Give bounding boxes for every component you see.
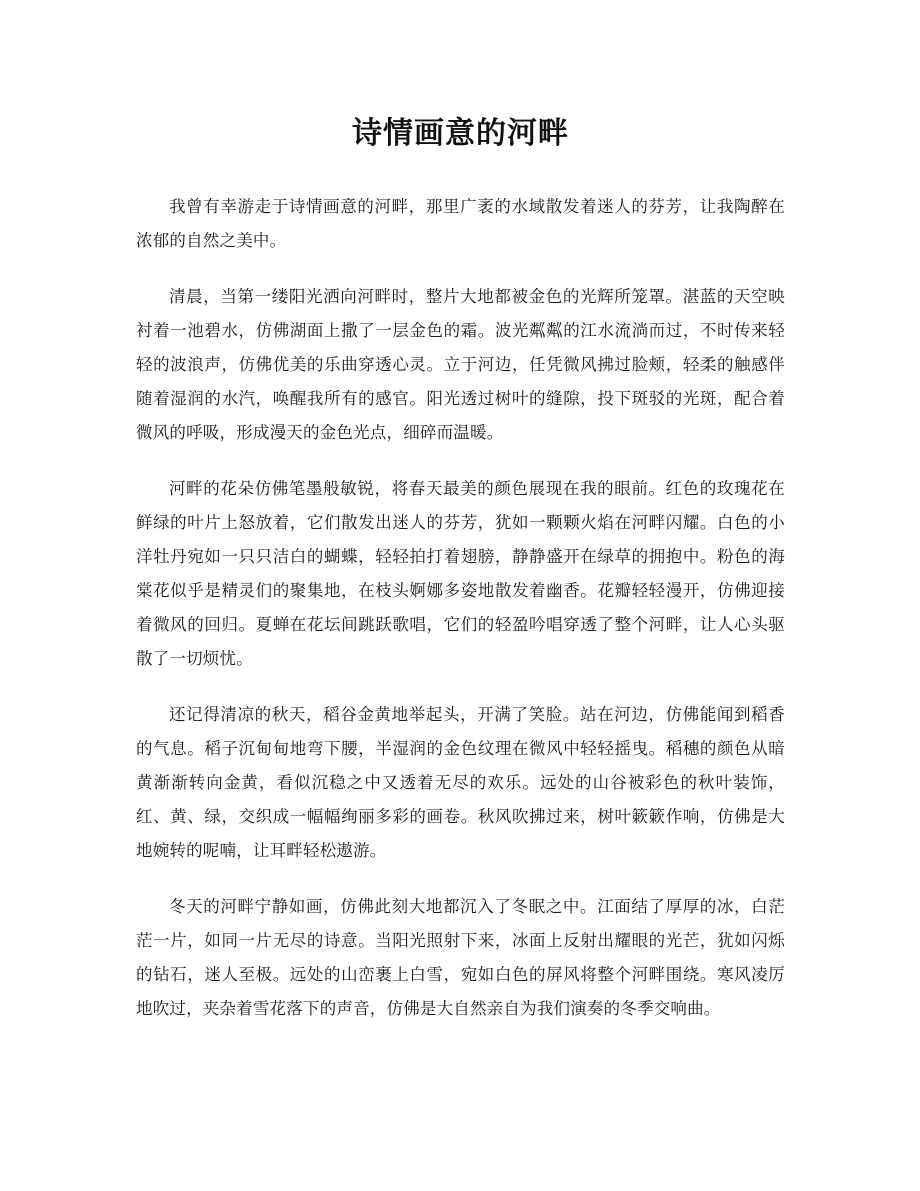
paragraph-autumn: 还记得清凉的秋天，稻谷金黄地举起头，开满了笑脸。站在河边，仿佛能闻到稻香的气息。稻子沉甸甸地弯下腰，半湿润的金色纹理在微风中轻轻摇曳。稻穗的颜色从暗黄渐渐转向金黄，看似沉稳之中又透着无尽的欢乐。远处的山谷被彩色的秋叶装饰，红、黄、绿，交织成一幅幅绚丽多彩的画卷。秋风吹拂过来，树叶簌簌作响，仿佛是大地婉转的呢喃，让耳畔轻松遨游。 (136, 705, 785, 860)
paragraph-intro: 我曾有幸游走于诗情画意的河畔，那里广袤的水域散发着迷人的芬芳，让我陶醉在浓郁的自然之美中。 (136, 197, 785, 250)
paragraph-morning: 清晨，当第一缕阳光洒向河畔时，整片大地都被金色的光辉所笼罩。湛蓝的天空映衬着一池碧水，仿佛湖面上撒了一层金色的霜。波光粼粼的江水流淌而过，不时传来轻轻的波浪声，仿佛优美的乐曲穿透心灵。立于河边，任凭微风拂过脸颊，轻柔的触感伴随着湿润的水汽，唤醒我所有的感官。阳光透过树叶的缝隙，投下斑驳的光斑，配合着微风的呼吸，形成漫天的金色光点，细碎而温暖。 (136, 287, 785, 442)
document-title: 诗情画意的河畔 (352, 116, 569, 151)
paragraph-winter: 冬天的河畔宁静如画，仿佛此刻大地都沉入了冬眠之中。江面结了厚厚的冰，白茫茫一片，如同一片无尽的诗意。当阳光照射下来，冰面上反射出耀眼的光芒，犹如闪烁的钻石，迷人至极。远处的山峦裹上白雪，宛如白色的屏风将整个河畔围绕。寒风凌厉地吹过，夹杂着雪花落下的声音，仿佛是大自然亲自为我们演奏的冬季交响曲。 (136, 897, 785, 1018)
paragraph-flowers: 河畔的花朵仿佛笔墨般敏锐，将春天最美的颜色展现在我的眼前。红色的玫瑰花在鲜绿的叶片上怒放着，它们散发出迷人的芬芳，犹如一颗颗火焰在河畔闪耀。白色的小洋牡丹宛如一只只洁白的蝴蝶，轻轻拍打着翅膀，静静盛开在绿草的拥抱中。粉色的海棠花似乎是精灵们的聚集地，在枝头婀娜多姿地散发着幽香。花瓣轻轻漫开，仿佛迎接着微风的回归。夏蝉在花坛间跳跃歌唱，它们的轻盈吟唱穿透了整个河畔，让人心头驱散了一切烦忧。 (136, 479, 785, 668)
